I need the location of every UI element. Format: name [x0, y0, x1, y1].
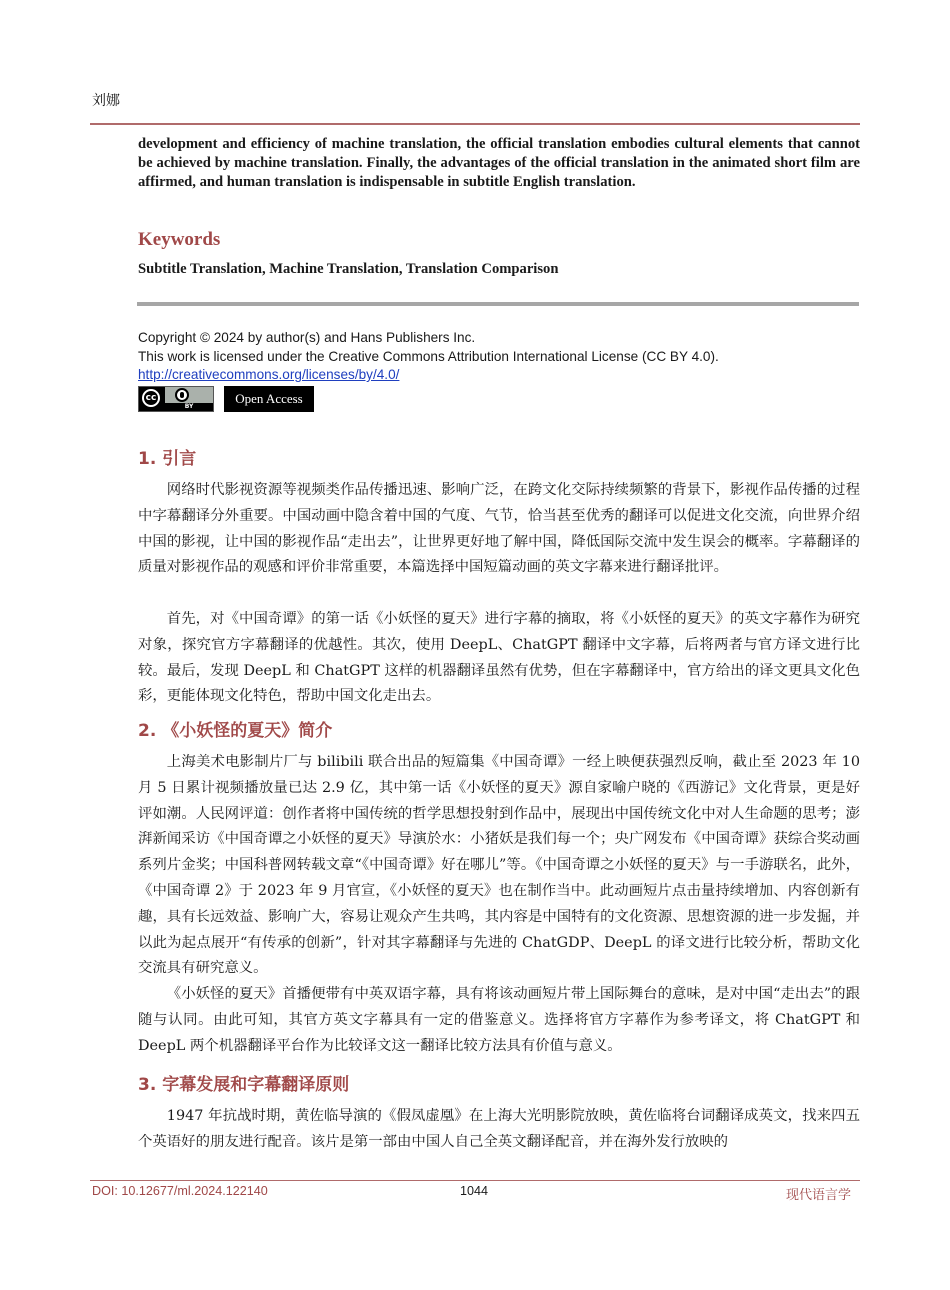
section-2-paragraph-1: 上海美术电影制片厂与 bilibili 联合出品的短篇集《中国奇谭》一经上映便获强烈反响，截止至 2023 年 10 月 5 日累计视频播放量已达 2.9 亿，其中第一话《小妖怪的夏天》源自家喻户晓的《西游记》文化背景，更是好评如潮。人民网评道：创作者将中国传统的哲学思想投射到作品中，展现出中国传统文化中对人生命题的思考；澎湃新闻采访《中国奇谭之小妖怪的夏天》导演於水：小猪妖是我们每一个；央广网发布《中国奇谭》获综合奖动画系列片金奖；中国科普网转载文章“《中国奇谭》好在哪儿”等。《中国奇谭之小妖怪的夏天》与一手游联名，此外，《中国奇谭 2》于 2023 年 9 月官宣，《小妖怪的夏天》也在制作当中。此动画短片点击量持续增加、内容创新有趣，具有长远效益、影响广大，容易让观众产生共鸣，其内容是中国特有的文化资源、思想资源的进一步发掘，并以此为起点展开“有传承的创新”，针对其字幕翻译与先进的 ChatGDP、DeepL 的译文进行比较分析，帮助文化交流具有研究意义。	[138, 754, 860, 977]
footer-divider	[90, 1180, 860, 1181]
page-number: 1044	[460, 1184, 489, 1198]
running-header-author: 刘娜	[92, 94, 120, 109]
section-2-heading: 2. 《小妖怪的夏天》简介	[138, 721, 333, 741]
section-1-heading: 1. 引言	[138, 449, 197, 469]
license-link[interactable]: http://creativecommons.org/licenses/by/4.0/	[138, 367, 400, 382]
section-3-paragraph-1: 1947 年抗战时期，黄佐临导演的《假凤虚凰》在上海大光明影院放映，黄佐临将台词翻译成英文，找来四五个英语好的朋友进行配音。该片是第一部由中国人自己全英文翻译配音，并在海外发行放映的	[138, 1108, 860, 1150]
cc-logo-block	[139, 387, 165, 411]
footer-doi[interactable]: DOI: 10.12677/ml.2024.122140	[92, 1184, 268, 1198]
license-line: This work is licensed under the Creative Commons Attribution International License (CC BY 4.0).	[138, 348, 719, 364]
journal-name: 现代语言学	[786, 1188, 852, 1203]
cc-icon: cc	[142, 389, 160, 407]
copyright-block	[138, 329, 719, 385]
header-divider	[90, 123, 860, 125]
section-1-paragraph-1: 网络时代影视资源等视频类作品传播迅速、影响广泛，在跨文化交际持续频繁的背景下，影视作品传播的过程中字幕翻译分外重要。中国动画中隐含着中国的气度、气节，恰当甚至优秀的翻译可以促进文化交流，向世界介绍中国的影视，让中国的影视作品“走出去”，让世界更好地了解中国，降低国际交流中发生误会的概率。字幕翻译的质量对影视作品的观感和评价非常重要，本篇选择中国短篇动画的英文字幕来进行翻译批评。	[138, 482, 860, 576]
section-1-paragraph-2: 首先，对《中国奇谭》的第一话《小妖怪的夏天》进行字幕的摘取，将《小妖怪的夏天》的英文字幕作为研究对象，探究官方字幕翻译的优越性。其次，使用 DeepL、ChatGPT 翻译中文字幕，后将两者与官方译文进行比较。最后，发现 DeepL 和 ChatGPT 这样的机器翻译虽然有优势，但在字幕翻译中，官方给出的译文更具文化色彩，更能体现文化特色，帮助中国文化走出去。	[138, 611, 860, 705]
cc-by-license-badge[interactable]	[138, 386, 214, 412]
section-3-heading: 3. 字幕发展和字幕翻译原则	[138, 1075, 350, 1095]
attribution-person-icon	[175, 388, 189, 402]
abstract-continuation: development and efficiency of machine translation, the official translation embodies cultural elements that cannot be achieved by machine translation. Finally, the advantages of the official translation in the animated short film are affirmed, and human translation is indispensable in subtitle English translation.	[138, 136, 860, 190]
by-label: BY	[165, 403, 213, 411]
copyright-line: Copyright © 2024 by author(s) and Hans Publishers Inc.	[138, 330, 476, 345]
keywords-heading: Keywords	[138, 229, 221, 250]
section-2-paragraph-2: 《小妖怪的夏天》首播便带有中英双语字幕，具有将该动画短片带上国际舞台的意味，是对中国“走出去”的跟随与认同。由此可知，其官方英文字幕具有一定的借鉴意义。选择将官方字幕作为参考译文，将 ChatGPT 和 DeepL 两个机器翻译平台作为比较译文这一翻译比较方法具有价值与意义。	[138, 986, 860, 1054]
open-access-badge[interactable]: Open Access	[224, 386, 314, 412]
section-divider	[137, 302, 859, 306]
keywords-list: Subtitle Translation, Machine Translation, Translation Comparison	[138, 261, 559, 277]
